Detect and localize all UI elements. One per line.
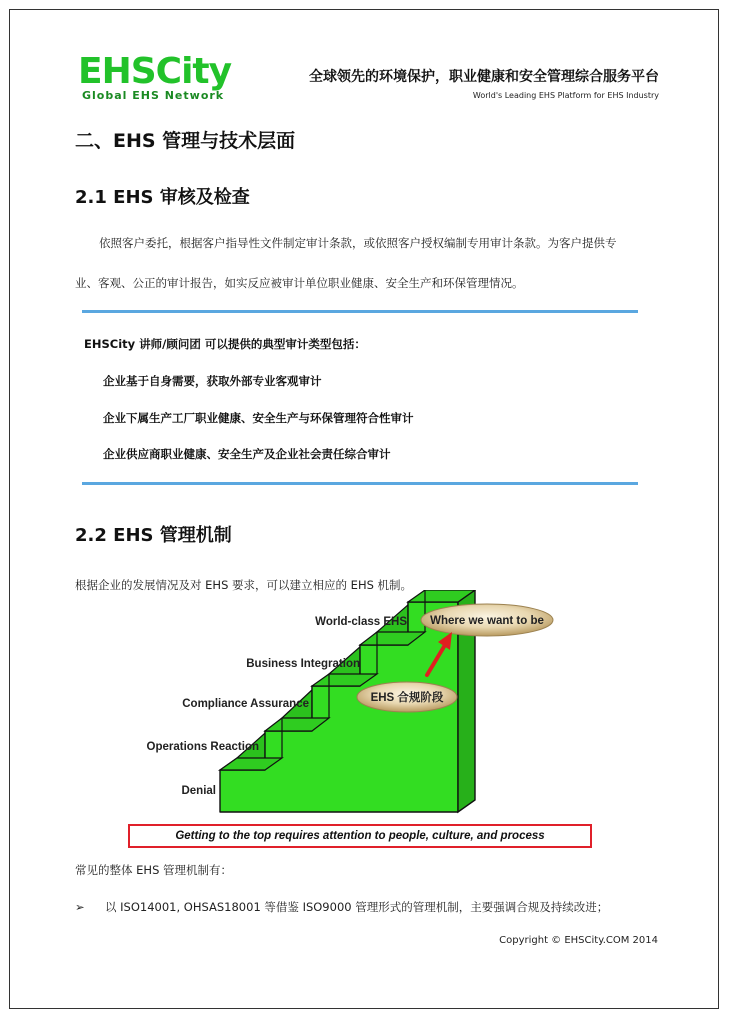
step-label-operations-reaction: Operations Reaction [146,741,259,753]
target-oval-label: Where we want to be [430,615,544,627]
ehs-maturity-staircase [120,590,620,825]
header-tagline-en: World's Leading EHS Platform for EHS Industry [472,91,659,100]
audit-paragraph [75,223,645,303]
page-border [9,9,719,1009]
header-tagline-cn: 全球领先的环境保护，职业健康和安全管理综合服务平台 [309,69,659,85]
mechanism-bullet-text: 以 ISO14001, OHSAS18001 等借鉴 ISO9000 管理形式的管理机制，主要强调合规及持续改进； [105,900,609,914]
step-label-world-class-ehs: World-class EHS [315,616,407,628]
audit-paragraph-line-2: 业、客观、公正的审计报告，如实反应被审计单位职业健康、安全生产和环保管理情况。 [75,276,524,290]
logo-wordmark: EHSCity [78,51,232,92]
copyright-notice: Copyright © EHSCity.COM 2014 [499,935,658,946]
step-label-compliance-assurance: Compliance Assurance [182,698,309,710]
current-stage-label: EHS 合规阶段 [370,692,444,704]
audit-type-item: 企业基于自身需要，获取外部专业客观审计 [103,374,322,388]
logo-subtitle: Global EHS Network [82,89,225,102]
mechanism-intro: 根据企业的发展情况及对 EHS 要求，可以建立相应的 EHS 机制。 [75,578,413,592]
subsection-2-1-title: 2.1 EHS 审核及检查 [75,187,250,208]
audit-types-title: EHSCity 讲师/顾问团 可以提供的典型审计类型包括： [84,337,366,351]
mechanism-bullet [75,899,608,915]
box-bottom-rule [82,482,638,485]
staircase-caption: Getting to the top requires attention to people, culture, and process [128,824,592,848]
audit-paragraph-line-1: 依照客户委托，根据客户指导性文件制定审计条款，或依照客户授权编制专用审计条款。为客户提供专 [99,236,617,250]
bullet-arrow-icon: ➢ [75,900,85,914]
subsection-2-2-title: 2.2 EHS 管理机制 [75,525,232,546]
common-mechanisms-title: 常见的整体 EHS 管理机制有： [75,863,233,877]
step-label-denial: Denial [181,785,216,797]
ehscity-logo [78,51,232,102]
audit-type-item: 企业下属生产工厂职业健康、安全生产与环保管理符合性审计 [103,411,414,425]
box-top-rule [82,310,638,313]
audit-type-item: 企业供应商职业健康、安全生产及企业社会责任综合审计 [103,447,391,461]
section-title: 二、EHS 管理与技术层面 [75,130,296,152]
step-label-business-integration: Business Integration [246,658,360,670]
